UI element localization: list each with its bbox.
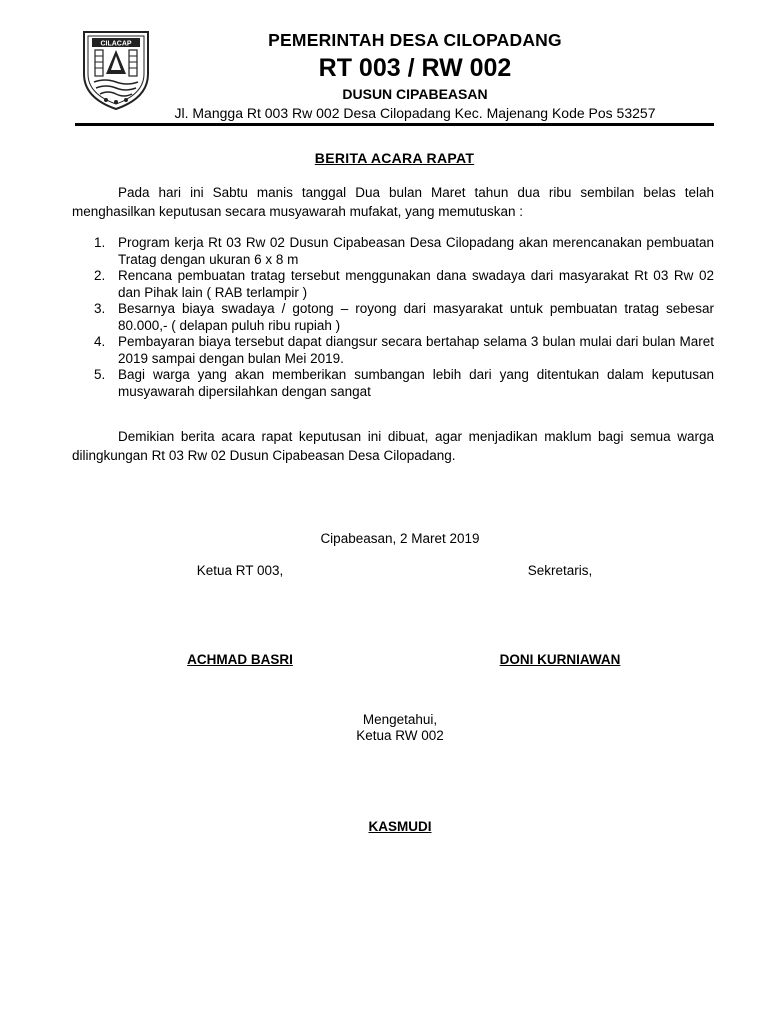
emblem-text: CILACAP [100,40,132,48]
list-item [72,268,714,301]
list-item [72,367,714,400]
sekretaris-name-text: DONI KURNIAWAN [499,652,621,667]
letterhead-address: Jl. Mangga Rt 003 Rw 002 Desa Cilopadang Kec. Majenang Kode Pos 53257 [174,105,656,121]
list-item-number: 3. [94,301,106,316]
list-item-text: Program kerja Rt 03 Rw 02 Dusun Cipabeasan Desa Cilopadang akan merencanakan pembuatan Tratag dengan ukuran 6 x 8 m [118,235,714,267]
opening-text: Pada hari ini Sabtu manis tanggal Dua bulan Maret tahun dua ribu sembilan belas telah menghasilkan keputusan secara musyawarah mufakat, yang memutuskan : [72,185,714,219]
document-title: BERITA ACARA RAPAT [314,150,475,166]
list-item-text: Bagi warga yang akan memberikan sumbangan lebih dari yang ditentukan dalam keputusan musyawarah dipersilahkan dengan sangat [118,367,714,399]
sekretaris-title: Sekretaris, [527,563,593,578]
decision-list [72,235,714,400]
cilacap-emblem [80,28,152,112]
mengetahui-label: Mengetahui, [362,712,438,727]
list-item-text: Besarnya biaya swadaya / gotong – royong dari masyarakat untuk pembuatan tratag sebesar 80.000,- ( delapan puluh ribu rupiah ) [118,301,714,333]
list-item-number: 5. [94,367,106,382]
letterhead-rt-rw: RT 003 / RW 002 [318,54,512,82]
closing-paragraph [72,427,714,465]
sekretaris-name [460,651,660,668]
letterhead-dusun: DUSUN CIPABEASAN [342,86,488,102]
ketua-rt-name [140,651,340,668]
list-item [72,235,714,268]
list-item-number: 1. [94,235,106,250]
list-item-number: 4. [94,334,106,349]
list-item-text: Rencana pembuatan tratag tersebut menggunakan dana swadaya dari masyarakat Rt 03 Rw 02 dan Pihak lain ( RAB terlampir ) [118,268,714,300]
ketua-rw-name [250,818,550,835]
list-item [72,334,714,367]
ketua-rw-name-text: KASMUDI [368,819,432,834]
list-item-text: Pembayaran biaya tersebut dapat diangsur secara bertahap selama 3 bulan mulai dari bulan Maret 2019 sampai dengan bulan Mei 2019. [118,334,714,366]
closing-text: Demikian berita acara rapat keputusan ini dibuat, agar menjadikan maklum bagi semua warga dilingkungan Rt 03 Rw 02 Dusun Cipabeasan Desa Cilopadang. [72,429,714,463]
place-date: Cipabeasan, 2 Maret 2019 [320,531,480,546]
ketua-rw-title: Ketua RW 002 [356,728,444,743]
list-item [72,301,714,334]
letterhead-government: PEMERINTAH DESA CILOPADANG [268,30,562,50]
list-item-number: 2. [94,268,106,283]
letterhead-divider [75,123,714,126]
ketua-rt-name-text: ACHMAD BASRI [187,652,293,667]
ketua-rt-title: Ketua RT 003, [196,563,284,578]
opening-paragraph [72,183,714,221]
